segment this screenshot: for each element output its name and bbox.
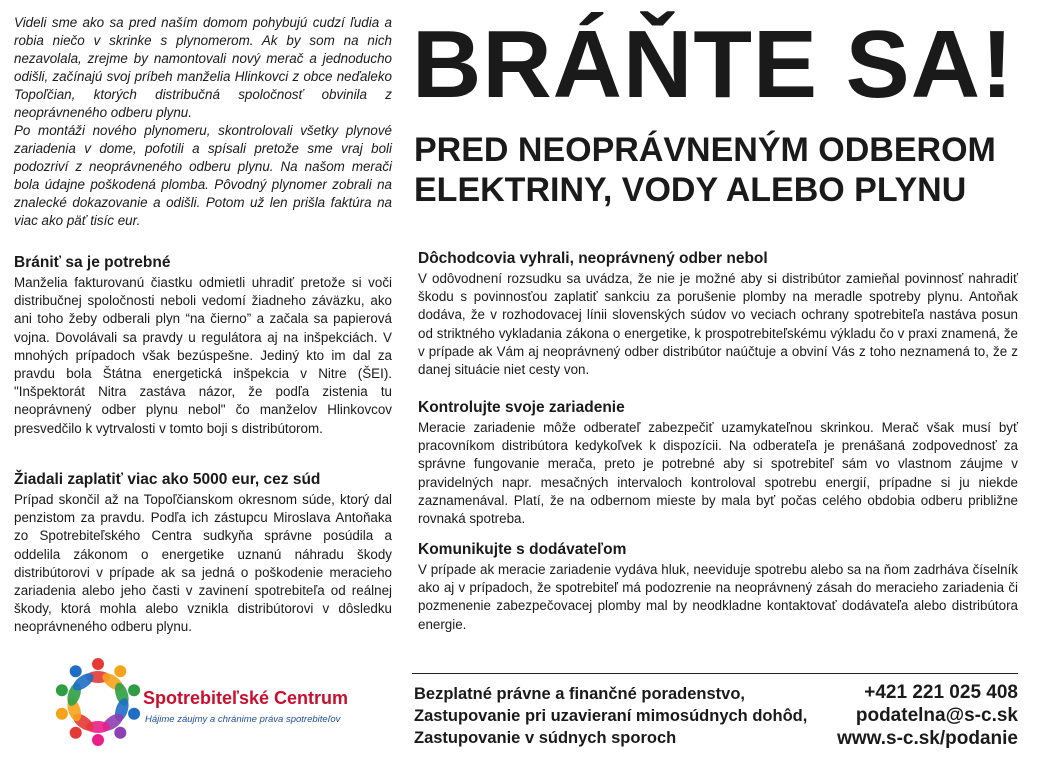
intro-text — [14, 14, 392, 230]
intro-paragraph-1: Videli sme ako sa pred naším domom pohybujú cudzí ľudia a robia niečo v skrinke s plynomerom. Ak by som na nich nezavolala, zrejme by namontovali nový merač a jednoducho odišli, začínajú svoj príbeh manželia Hlinkovci z obce neďaleko Topoľčian, ktorých distribučná spoločnosť obvinila z neoprávneného odberu plynu. — [14, 15, 392, 120]
logo-figure-head — [128, 684, 140, 696]
footer-divider — [412, 673, 1018, 674]
logo-figure-head — [56, 684, 68, 696]
intro-paragraph-2: Po montáži nového plynomeru, skontrolovali všetky plynové zariadenia v dome, pofotili a spísali pretože sme vraj boli podozriví z neoprávneného odberu plynu. Na našom merači bola údajne poškodená plomba. Pôvodný plynomer zobrali na znalecké dokazovanie a odišli. Potom už len prišla faktúra na viac ako päť tisíc eur. — [14, 123, 392, 228]
logo-figure-head — [92, 734, 104, 746]
services-list — [414, 683, 807, 749]
logo-tagline: Hájime záujmy a chránime práva spotrebiteľov — [145, 714, 341, 725]
logo-figure-head — [128, 708, 140, 720]
contact-block — [837, 681, 1018, 750]
logo-figure-head — [70, 727, 82, 739]
section-title: Žiadali zaplatiť viac ako 5000 eur, cez súd — [14, 471, 321, 488]
section-body: Manželia fakturovanú čiastku odmietli uhradiť pretože si voči distribučnej spoločnosti neboli vedomí žiadneho záväzku, ako ani toho žeby odberali plyn “na čierno” a začala sa papierová vojna. Dovolávali sa pravdy u regulátora aj na inšpekciách. V mnohých prípadoch však bezúspešne. Jediný kto im dal za pravdu bola Štátna energetická inšpekcia v Nitre (ŠEI). "Inšpektorát Nitra zastáva názor, že podľa zistenia tu neoprávnený odber plynu nebol" čo manželov Hlinkovcov presvedčilo k vytrvalosti v tomto boji s distribútorom. — [14, 275, 392, 436]
service-item: Zastupovanie pri uzavieraní mimosúdnych dohôd, — [414, 707, 808, 725]
section-body: Meracie zariadenie môže odberateľ zabezpečiť uzamykateľnou skrinkou. Merač však musí byť pracovníkom distribútora kedykoľvek k dispozícii. Na odberateľa je prenášaná zodpovednosť za správne fungovanie merača, preto je potrebné aby si spotrebiteľ sám vo vlastnom záujme v pravidelných napr. mesačných intervaloch kontroloval spotrebu energií, prípadne si ju niekde zaznamenával. Platí, že na odbernom mieste by mala byť počas celého obdobia odberu približne rovnaká spotreba. — [418, 420, 1018, 527]
section-title: Brániť sa je potrebné — [14, 254, 171, 271]
section-dochodcovia-vyhrali — [418, 249, 1018, 379]
logo-name: Spotrebiteľské Centrum — [143, 688, 348, 708]
subheadline: PRED NEOPRÁVNENÝM ODBEROM ELEKTRINY, VODY ALEBO PLYNU — [414, 131, 996, 209]
section-branit-sa — [14, 253, 392, 438]
email-address[interactable]: podatelna@s-c.sk — [855, 705, 1018, 726]
logo-figure-head — [92, 658, 104, 670]
service-item: Bezplatné právne a finančné poradenstvo, — [414, 685, 745, 703]
service-item: Zastupovanie v súdnych sporoch — [414, 729, 677, 747]
section-body: Prípad skončil až na Topoľčianskom okresnom súde, ktorý dal penzistom za pravdu. Podľa ich zástupcu Miroslava Antoňaka zo Spotrebiteľského Centra sudkyňa správne posúdila a oddelila zákonom o energetike uznanú náhradu škody distribútorovi v prípade ak sa jedná o poškodenie meracieho zariadenia alebo jeho časti v zavinení spotrebiteľa od reálnej škody, ktorá mohla alebo vznikla distribútorovi v dôsledku neoprávneného odberu plynu. — [14, 492, 392, 635]
section-body: V odôvodnení rozsudku sa uvádza, že nie je možné aby si distribútor zamieňal povinnosť nahradiť škodu s povinnosťou zaplatiť sankciu za porušenie plomby na meradle spotreby plynu. Antoňak dodáva, že v rozhodovacej línii slovenských súdov vo veciach ochrany spotrebiteľa nastáva posun od striktného vykladania zákona o energetike, k prospotrebiteľskému výkladu čo v praxi znamená, že v prípade ak Vám aj neoprávnený odber distribútor naúčtuje a obviní Vás z toho neznamená to, že z danej situácie niet cesty von. — [418, 271, 1018, 378]
logo-figure-head — [70, 665, 82, 677]
web-link[interactable]: www.s-c.sk/podanie — [837, 728, 1018, 749]
section-ziadali-zaplatit — [14, 470, 392, 637]
section-title: Dôchodcovia vyhrali, neoprávnený odber nebol — [418, 250, 768, 267]
phone-number[interactable]: +421 221 025 408 — [864, 682, 1018, 703]
section-kontrolujte-zariadenie — [418, 398, 1018, 528]
section-title: Kontrolujte svoje zariadenie — [418, 399, 625, 416]
logo-figure-head — [114, 727, 126, 739]
logo-figures-ring — [56, 658, 140, 746]
logo-figure-head — [114, 665, 126, 677]
section-body: V prípade ak meracie zariadenie vydáva hluk, neeviduje spotrebu alebo sa na ňom zadrháva číselník ako aj v prípadoch, že spotrebiteľ má podozrenie na neoprávnený zásah do meracieho zariadenia či pozmenenie zabezpečovacej plomby mal by neodkladne kontaktovať dodávateľa alebo distribútora energie. — [418, 562, 1018, 632]
headline: BRÁŇTE SA! — [412, 11, 1014, 118]
logo-figure-head — [56, 708, 68, 720]
section-komunikujte — [418, 540, 1018, 634]
section-title: Komunikujte s dodávateľom — [418, 541, 627, 558]
